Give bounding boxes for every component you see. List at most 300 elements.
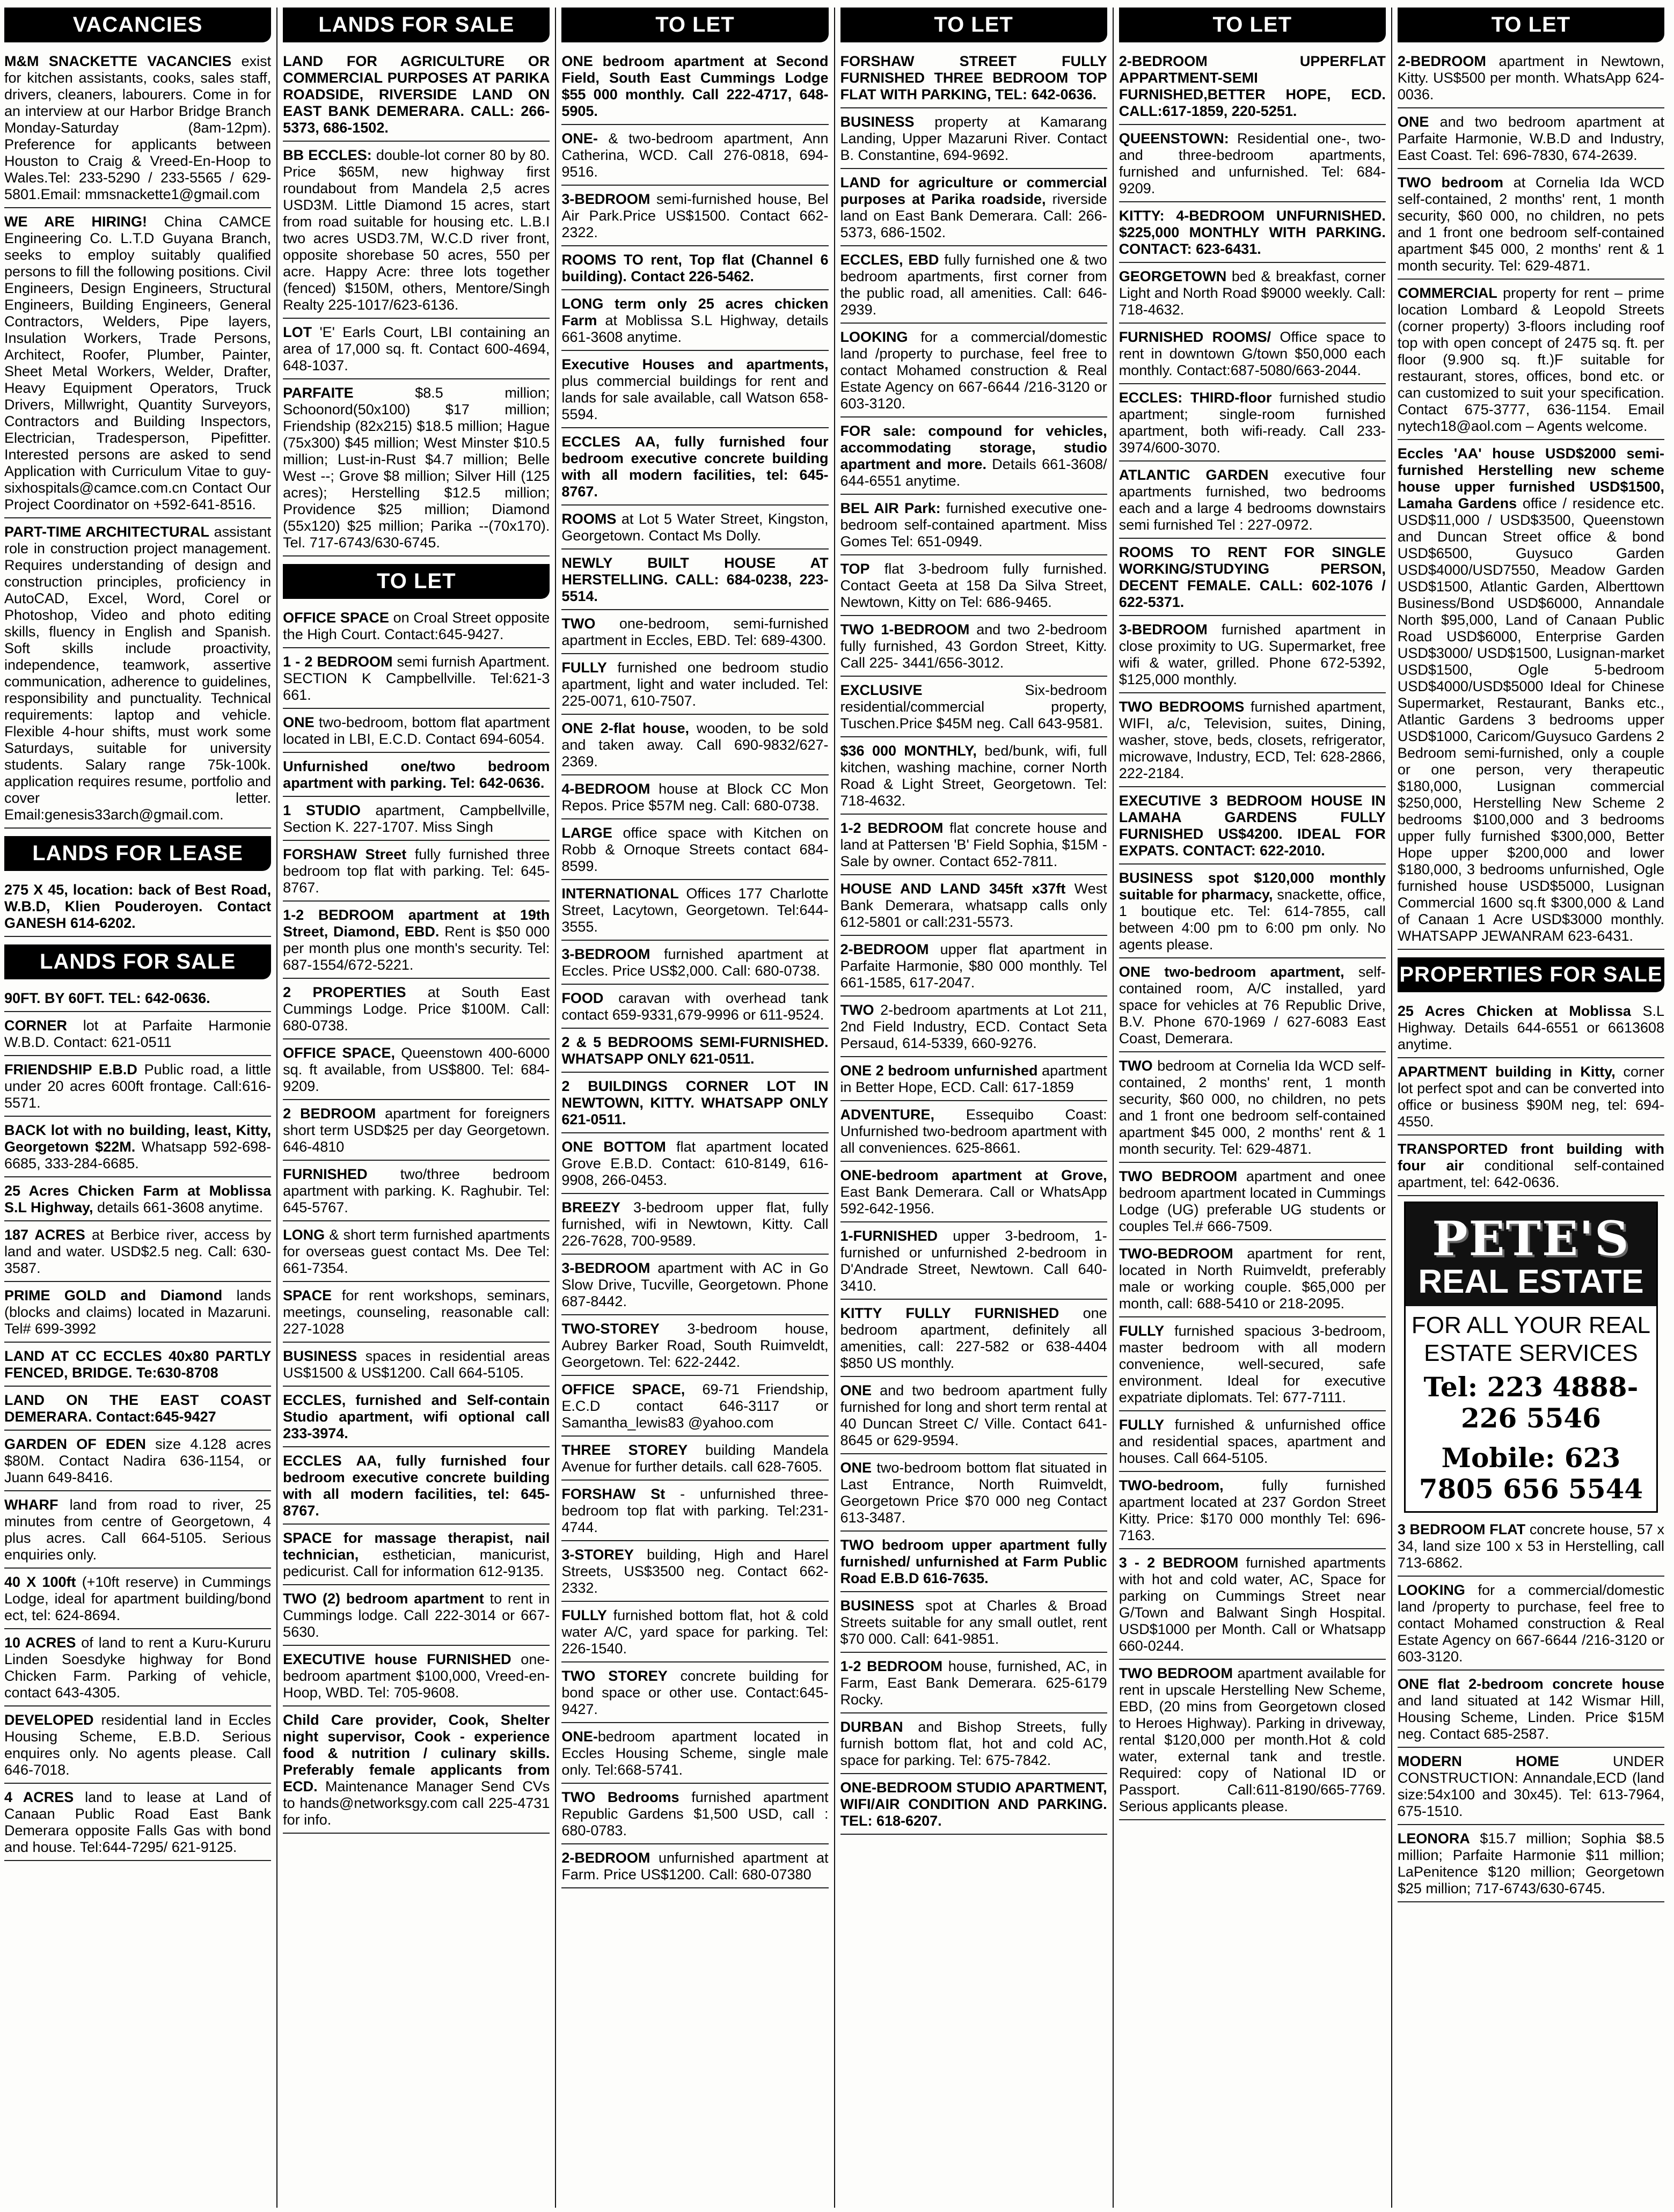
classified-ad [561,1378,828,1437]
ad-text: corner lot perfect spot and can be converted into office or business $90M neg, tel: 694-4550. [1397,1064,1665,1130]
ad-text: Rent is $50 000 per month plus one month's security. Tel: 687-1554/672-5221. [283,924,550,973]
classified-ad [840,817,1107,875]
classified-ad [283,755,550,797]
ad-text: house, furnished, AC, in Farm, East Bank Demerara. 625-6179 Rocky. [840,1658,1107,1708]
ad-text: building Mandela Avenue for further details. call 628-7605. [561,1442,829,1475]
ad-text: of land to rent a Kuru-Kururu Linden Soesdyke highway for Bond Chicken Farm. Parking of vehicle, contact 643-4305. [4,1635,272,1701]
ad-lead: 275 X 45, location: back of Best Road, W.B.D, Klien Pouderoyen. Contact GANESH 614-6202. [4,882,272,931]
ad-text: apartment for rent, located in North Ruimveldt, preferably male or working couple. $65,000 per month, call: 688-5410 or 218-2095. [1119,1246,1386,1312]
classified-ad [4,1345,271,1387]
ad-lead: BEL AIR Park: [840,500,941,516]
ad-lead: OFFICE SPACE [283,610,389,626]
classified-ad [1119,1320,1386,1411]
ad-text: furnished apartment in close proximity to UG. Supermarket, free wifi & water, grilled. Phone 672-5392, $125,000 monthly. [1119,621,1386,687]
column-3 [561,8,835,2208]
ad-text: on Croal Street opposite the High Court. Contact:645-9427. [283,610,550,642]
ad-lead: FURNISHED [283,1166,368,1182]
ad-text: 3-bedroom upper flat, fully furnished, wifi in Newtown, Kitty. Call 226-7628, 700-9589. [561,1199,829,1249]
ad-text: UNDER CONSTRUCTION: Annandale,ECD (land size:54x100 and 30x45). Tel: 613-7964, 675-1510. [1397,1753,1665,1819]
ad-text: details 661-3608 anytime. [93,1199,264,1215]
classified-ad [4,1631,271,1706]
petes-mobile: Mobile: 623 7805 656 5544 [1419,1442,1643,1505]
classified-ad [1119,386,1386,462]
ad-text: Essequibo Coast: Unfurnished two-bedroom apartment with all conveniences. 625-8661. [840,1107,1107,1156]
classified-ad [4,1493,271,1569]
ad-text: to rent in Cummings lodge. Call 222-3014 or 667-5630. [283,1591,550,1640]
classified-ad [561,1543,828,1602]
ad-text: & two-bedroom apartment, Ann Catherina, WCD. Call 276-0818, 694-9516. [561,130,829,180]
ad-lead: 2 PROPERTIES [283,984,406,1000]
classified-ad [561,656,828,715]
ad-text: furnished apartment at Eccles. Price US$2,000. Call: 680-0738. [561,946,829,979]
classified-ad [561,1317,828,1376]
ad-lead: NEWLY BUILT HOUSE AT HERSTELLING. CALL: 684-0238, 223-5514. [561,555,829,604]
petes-brand-subtitle: REAL ESTATE [1418,1263,1644,1300]
ad-lead: TWO-bedroom, [1119,1477,1224,1493]
classified-ad [1119,1165,1386,1240]
ad-lead: TWO STOREY [561,1668,668,1684]
ad-text: concrete house, 57 x 34, land size 100 x 53 in Herstelling, call 713-6862. [1397,1521,1665,1571]
classified-ad [283,650,550,709]
ad-text: upper flat apartment in Parfaite Harmonie, $80 000 monthly. Tel 661-1585, 617-2047. [840,941,1107,991]
ad-lead: 2-BEDROOM [1397,53,1486,69]
section-header-to-let: TO LET [561,8,828,42]
ad-text: assistant role in construction project management. Requires understanding of design and construction principles, proficiency in AutoCAD, Excel, Word, Corel or Photoshop, Video and photo editing skills, fluency in English and Spanish. Soft skills include proactivity, independence, teamwork, assertive communication, adherence to guidelines, responsibility and punctuality. Technical requirements: laptop and vehicle. Flexible 4-hour shifts, must work some Saturdays, suitable for university students. Salary range 75k-100k. application requires resume, portfolio and cover letter. Email:genesis33arch@gmail.com. [4,524,272,823]
ad-text: flat concrete house and land at Pattersen 'B' Field Sophia, $15M - Sale by owner. Contact 652-7811. [840,820,1107,869]
classified-ad [283,711,550,753]
ad-lead: 3-BEDROOM [561,1260,650,1276]
classified-ad [840,1103,1107,1162]
classified-ad [840,111,1107,169]
ad-text: one-bedroom, semi-furnished apartment in Eccles, EBD. Tel: 689-4300. [561,616,829,648]
ad-text: furnished apartment, WIFI, a/c, Television, suites, Dining, washer, stove, beds, closets, refrigerator, microwave, Industry, ECD, Tel: 628-2866, 222-2184. [1119,699,1386,781]
ad-text: caravan with overhead tank contact 659-9331,679-9996 or 611-9524. [561,990,829,1023]
ad-lead: BUSINESS [840,1598,915,1614]
ad-text: esthetician, manicurist, pedicurist. Call for information 612-9135. [283,1547,550,1579]
ad-lead: ONE-BEDROOM STUDIO APARTMENT, WIFI/AIR CONDITION AND PARKING. TEL: 618-6207. [840,1779,1107,1829]
ad-lead: BUSINESS spot $120,000 monthly suitable for pharmacy, [1119,870,1386,903]
classified-ad [4,1433,271,1491]
classified-ad [561,1786,828,1844]
ad-text: for rent workshops, seminars, meetings, counseling, reasonable call: 227-1028 [283,1287,550,1337]
ad-lead: Executive Houses and apartments, [561,356,829,372]
classified-ad [840,171,1107,246]
ad-lead: BREEZY [561,1199,620,1215]
classified-ad [1119,127,1386,202]
ad-text: flat apartment located Grove E.B.D. Contact: 610-8149, 616-9908, 266-0453. [561,1139,829,1188]
classified-ad [840,558,1107,616]
classified-ad [283,1709,550,1834]
ad-lead: ONE- [561,130,598,147]
ad-lead: KITTY: 4-BEDROOM UNFURNISHED. $225,000 MONTHLY WITH PARKING. CONTACT: 623-6431. [1119,208,1386,257]
ad-lead: PART-TIME ARCHITECTURAL [4,524,210,540]
petes-tagline: FOR ALL YOUR REAL ESTATE SERVICES [1411,1312,1650,1366]
ad-text: and two 2-bedroom fully furnished, 43 Gordon Street, Kitty. Call 225- 3441/656-3012. [840,621,1107,671]
ad-lead: GEORGETOWN [1119,268,1227,284]
ad-lead: ATLANTIC GARDEN [1119,467,1269,483]
classified-ad [4,1014,271,1056]
petes-logo [1406,1203,1656,1306]
classified-ad [1398,111,1664,169]
ad-text: for a commercial/domestic land /property to purchase, feel free to contact Mohamed construction & Real Estate Agency on 667-6644 /216-3120 or 603-3120. [1397,1582,1665,1665]
ad-lead: LARGE [561,825,612,841]
ad-lead: TWO-BEDROOM [1119,1246,1233,1262]
ad-lead: ROOMS [561,511,617,527]
ad-text: lands (blocks and claims) located in Mazaruni. Tel# 699-3992 [4,1287,272,1337]
classified-ad [561,612,828,654]
classified-ad [283,1284,550,1343]
ad-text: furnished apartment Republic Gardens $1,500 USD, call : 680-0783. [561,1789,829,1839]
ad-text: $8.5 million; Schoonord(50x100) $17 million; Friendship (82x215) $18.5 million; Hague (75x300) $45 million; West Minster $10.5 million; Lust-in-Rust $4.7 million; Belle West --; Grove $8 million; Silver Hill (125 acres); Herstelling $12.5 million; Providence $25 million; Diamond (55x120) $25 million; Parika --(70x170). Tel. 717-6743/630-6745. [283,385,550,551]
ad-text: size 4.128 acres $80M. Contact Nadira 636-1154, or Juann 649-8416. [4,1436,272,1485]
ad-lead: 10 ACRES [4,1635,76,1651]
ad-lead: TOP [840,561,870,577]
ad-lead: WE ARE HIRING! [4,214,148,230]
classified-ad [840,1534,1107,1592]
ad-text: at Lot 5 Water Street, Kingston, Georgetown. Contact Ms Dolly. [561,511,829,544]
ad-lead: 1 STUDIO [283,802,361,818]
classified-ad [1119,1054,1386,1163]
classified-ad [1398,282,1664,440]
classified-ad [283,1042,550,1100]
column-6 [1398,8,1670,2208]
classified-ad [283,904,550,979]
ad-text: building, High and Harel Streets, US$3500 neg. Contact 662-2332. [561,1547,829,1596]
ad-text: one bedroom apartment, definitely all amenities, call: 227-582 or 638-4404 $850 US monthly. [840,1305,1107,1371]
ad-text: self-contained room, A/C installed, yard space for vehicles at 76 Republic Drive, B.V. Phone 670-1969 / 627-6083 East Coast, Demerara. [1119,964,1386,1046]
classified-ad [1398,1579,1664,1671]
ad-lead: ROOMS TO rent, Top flat (Channel 6 building). Contact 226-5462. [561,252,829,284]
ad-lead: 2-BEDROOM [561,1850,650,1866]
ad-text: fully furnished three bedroom top flat with parking. Tel: 645-8767. [283,846,550,896]
classified-ad [561,50,828,125]
ad-lead: ONE [283,714,315,730]
classified-ad [840,1655,1107,1713]
ad-lead: FULLY [561,660,607,676]
ad-lead: LONG term only 25 acres chicken Farm [561,296,829,328]
ad-lead: INTERNATIONAL [561,885,679,902]
classified-ad [283,1345,550,1387]
ad-lead: ROOMS TO RENT FOR SINGLE WORKING/STUDYING PERSON, DECENT FEMALE. CALL: 602-1076 / 622-5371. [1119,544,1386,610]
ad-text: at Berbice river, access by land and water. USD$2.5 neg. Call: 630-3587. [4,1227,272,1276]
classified-ad [1119,50,1386,125]
classified-ad [1398,1750,1664,1825]
classified-ad [283,1102,550,1161]
classified-ad [283,382,550,556]
petes-brand-name: PETE'S [1432,1211,1630,1266]
ad-text: and Bishop Streets, fully furnish bottom flat, hot and cold AC, space for parking. Tel: 675-7842. [840,1719,1107,1768]
classified-ad [840,679,1107,737]
ad-text: at Cornelia Ida WCD self-contained, 2 months' rent, 1 month security, $60 000, no children, no pets and 1 front one bedroom self-contained apartment $45 000, 2 months' rent & 1 month security. Tel: 629-4871. [1397,174,1665,274]
ad-text: unfurnished apartment at Farm. Price US$1200. Call: 680-07380 [561,1850,829,1883]
classified-ad [561,248,828,290]
section-header-to-let: TO LET [1119,8,1386,42]
ad-lead: THREE STOREY [561,1442,688,1458]
classified-ad [4,1571,271,1629]
classified-ad [561,353,828,428]
classified-ad [561,1031,828,1073]
section-header-lands-for-lease: LANDS FOR LEASE [4,836,271,871]
ad-lead: DURBAN [840,1719,903,1735]
ad-text: 'E' Earls Court, LBI containing an area of 17,000 sq. ft. Contact 600-4694, 648-1037. [283,324,550,373]
ad-lead: 3-BEDROOM [561,946,650,962]
ad-text: spot at Charles & Broad Streets suitable for any small outlet, rent $70 000. Call: 641-9851. [840,1598,1107,1647]
ad-lead: 2 BUILDINGS CORNER LOT IN NEWTOWN, KITTY. WHATSAPP ONLY 621-0511. [561,1078,829,1127]
ad-lead: MODERN HOME [1397,1753,1559,1769]
ad-lead: FULLY [561,1607,607,1623]
ad-lead: FURNISHED ROOMS/ [1119,329,1271,345]
ad-lead: LAND ON THE EAST COAST DEMERARA. Contact:645-9427 [4,1392,272,1425]
ad-text: and two bedroom apartment fully furnished for long and short term rental at 40 Duncan Street C/ Ville. Contact 641-8645 or 629-9594. [840,1382,1107,1448]
classified-ad [561,292,828,351]
ad-lead: 3-BEDROOM [1119,621,1208,638]
classified-ad [1119,867,1386,958]
ad-text: Maintenance Manager Send CVs to hands@networksgy.com call 225-4731 for info. [283,1778,550,1828]
classified-ad [283,1389,550,1447]
ad-lead: KITTY FULLY FURNISHED [840,1305,1059,1321]
classified-ad [283,321,550,379]
ad-text: land from road to river, 25 minutes from centre of Georgetown, 4 plus acres. Call 664-5105. Serious enquiries only. [4,1497,272,1563]
section-header-lands-for-sale: LANDS FOR SALE [283,8,550,42]
classified-ad [561,822,828,880]
ad-text: for a commercial/domestic land /property to purchase, feel free to contact Mohamed construction & Real Estate Agency on 667-6644 /216-3120 or 603-3120. [840,329,1107,412]
ad-text: apartment, Campbellville, Section K. 227-1707. Miss Singh [283,802,550,835]
classified-ad [1119,961,1386,1052]
classified-ad [283,1648,550,1706]
ad-text: double-lot corner 80 by 80. Price $65M, new highway first roundabout from Mandela 2,5 acres USD3M. Little Diamond 15 acres, start from road suitable for housing etc. L.B.I two acres USD3.7M, W.C.D river front, opposite shorebase 50 acres, 550 per acre. Happy Acre: three lots together (fenced) $150M, others, Mentore/Singh Realty 225-1017/623-6136. [283,147,550,313]
ad-text: office space with Kitchen on Robb & Ornoque Streets contact 684-8599. [561,825,829,874]
ad-lead: ECCLES AA, fully furnished four bedroom executive concrete building with all modern facilities, tel: 645-8767. [283,1453,550,1519]
ad-text: at South East Cummings Lodge. Price $100M. Call: 680-0738. [283,984,550,1034]
ad-text: semi furnish Apartment. SECTION K Campbellville. Tel:621-3 661. [283,654,550,703]
classified-ad [840,739,1107,815]
ad-lead: 4 ACRES [4,1789,74,1805]
ad-text: apartment in Newtown, Kitty. US$500 per month. WhatsApp 624-0036. [1397,53,1665,102]
ad-text: furnished & unfurnished office and residential spaces, apartment and houses. Call 664-5105. [1119,1417,1386,1466]
ad-lead: 3-STOREY [561,1547,634,1563]
ad-lead: GARDEN OF EDEN [4,1436,146,1452]
ad-lead: 2-BEDROOM [840,941,929,957]
ad-text: and two bedroom apartment at Parfaite Harmonie, W.B.D and Industry, East Coast. Tel: 696-7830, 674-2639. [1397,114,1665,163]
classified-ad [840,1594,1107,1653]
classified-ad [561,127,828,186]
ad-text: bed & breakfast, corner Light and North Road $9000 weekly. Call: 718-4632. [1119,268,1386,318]
ad-lead: DEVELOPED [4,1712,94,1728]
classified-ad [840,1716,1107,1774]
ad-lead: OFFICE SPACE, [283,1045,395,1061]
ad-lead: WHARF [4,1497,59,1513]
ad-lead: TWO 1-BEDROOM [840,621,970,638]
ad-lead: 2-BEDROOM UPPERFLAT APPARTMENT-SEMI FURNISHED,BETTER HOPE, ECD. CALL:617-1859, 220-5251. [1119,53,1386,119]
ad-lead: ONE-bedroom apartment at Grove, [840,1167,1107,1183]
ad-text: lot at Parfaite Harmonie W.B.D. Contact: 621-0511 [4,1017,272,1050]
ad-lead: ONE [840,1460,872,1476]
section-header-vacancies: VACANCIES [4,8,271,42]
classified-ad [4,987,271,1012]
ad-lead: FOR sale: compound for vehicles, accommodating storage, studio apartment and more. [840,423,1107,472]
ad-lead: FORSHAW St [561,1486,666,1502]
classified-ad [1119,1413,1386,1472]
ad-lead: QUEENSTOWN: [1119,130,1229,147]
ad-text: 2-bedroom apartments at Lot 211, 2nd Field Industry, ECD. Contact Seta Persaud, 614-5339, 660-9276. [840,1002,1107,1051]
ad-text: (+10ft reserve) in Cummings Lodge, ideal for apartment building/bond ect, tel: 624-8694. [4,1574,272,1623]
classified-ad [561,943,828,985]
ad-lead: ONE [840,1382,872,1398]
ad-lead: TRANSPORTED front building with four air [1397,1141,1665,1174]
classified-ad [1119,695,1386,787]
petes-real-estate-ad [1404,1202,1658,1513]
ad-lead: ONE two-bedroom apartment, [1119,964,1344,980]
ad-text: $15.7 million; Sophia $8.5 million; Parfaite Harmonie $11 million; LaPenitence $120 million; Georgetown $25 million; 717-6743/630-6745. [1397,1830,1665,1896]
classified-ad [4,1709,271,1784]
ad-lead: M&M SNACKETTE VACANCIES [4,53,232,69]
ad-lead: 1-2 BEDROOM apartment at 19th Street, Diamond, EBD. [283,907,550,940]
classified-ad [283,144,550,319]
ad-text: apartment and onee bedroom apartment located in Cummings Lodge (UG) preferable UG students or couples Tel.# 666-7509. [1119,1168,1386,1234]
ad-text: bedroom at Cornelia Ida WCD self-contained, 2 months' rent, 1 month security, $60 000, no children, no pets and 1 front one bedroom self-contained apartment $45 000, 2 months' rent & 1 month security. Tel: 629-4871. [1119,1058,1386,1157]
ad-lead: $36 000 MONTHLY, [840,743,977,759]
ad-lead: LAND for agriculture or commercial purposes at Parika roadside, [840,174,1107,207]
ad-lead: 2 BEDROOM [283,1105,376,1122]
ad-lead: TWO bedroom upper apartment fully furnished/ unfurnished at Farm Public Road E.B.D 616-7635. [840,1537,1107,1586]
classified-ad [4,1058,271,1117]
ad-lead: 4-BEDROOM [561,781,650,797]
ad-lead: 2 & 5 BEDROOMS SEMI-FURNISHED. WHATSAPP ONLY 621-0511. [561,1034,829,1067]
ad-text: furnished one bedroom studio apartment, light and water included. Tel: 225-0071, 610-7507. [561,660,829,709]
classified-ad [840,1379,1107,1454]
classified-ad [1119,265,1386,324]
ad-lead: TWO [1119,1058,1153,1074]
classified-ad [840,248,1107,324]
ad-lead: 1-2 BEDROOM [840,1658,943,1674]
classified-ad [4,1786,271,1861]
classified-ad [561,1439,828,1481]
ad-text: residential land in Eccles Housing Scheme, E.B.D. Serious enquires only. No agents please. Call 646-7018. [4,1712,272,1778]
classified-ad [1398,1060,1664,1136]
classified-ad [4,1389,271,1431]
ad-text: one-bedroom apartment $100,000, Vreed-en-Hoop, WBD. Tel: 705-9608. [283,1651,550,1701]
ad-text: Details 661-3608/ 644-6551 anytime. [840,456,1107,489]
ad-lead: ONE 2-flat house, [561,720,690,736]
classified-ad [840,50,1107,108]
classified-ad [840,1164,1107,1222]
ad-lead: 25 Acres Chicken Farm at Moblissa S.L Highway, [4,1183,272,1215]
ad-text: conditional self-contained apartment, tel: 642-0636. [1397,1158,1665,1190]
ad-text: spaces in residential areas US$1500 & US$1200. Call 664-5105. [283,1348,550,1381]
ad-lead: PRIME GOLD and Diamond [4,1287,223,1303]
classified-ad [1119,326,1386,384]
ad-lead: TWO Bedrooms [561,1789,679,1805]
ad-lead: LEONORA [1397,1830,1470,1847]
ad-text: office / residence etc. USD$11,000 / USD$3500, Queenstown and Duncan Street office & bond USD$6500, Guysuco Garden USD$4000/USD7550, Meadow Garden USD$1500, Atlantic Garden, Alberttown Business/Bond USD$6000, Annandale North $95,000, Land of Canaan Public Road USD$6000, Enterprise Garden USD$3000/ USD$1500, Lusignan-market USD$1500, Ogle 5-bedroom USD$4000/USD$5000 Ideal for Chinese Supermarket, Restaurant, Banks etc., Atlantic Gardens 3 bedrooms upper USD$1000, Caricom/Guysuco Gardens 2 Bedroom semi-furnished, only a couple or one person, very therapeutic $180,000, Lusignan commercial $250,000, Herstelling New Scheme 2 bedrooms $100,000 and 3 bedrooms upper fully furnished $300,000, Better Hope upper $200,000 and lower $180,000, 3 bedrooms unfurnished, Ogle furnished house USD$5000, Lusignan Commercial 1600 sq.ft $300,000 & Land of Canaan 1 Acre USD$3000 monthly. WHATSAPP JEWANRAM 623-6431. [1397,495,1665,944]
classified-ad [561,1196,828,1255]
ad-lead: TWO (2) bedroom apartment [283,1591,484,1607]
ad-text: fully furnished apartment located at 237 Gordon Street Kitty. Price: $170 000 monthly Tel: 696-7163. [1119,1477,1386,1543]
ad-text: apartment in Better Hope, ECD. Call: 617-1859 [840,1063,1107,1095]
ad-text: executive four apartments furnished, two bedrooms each and a large 4 bedrooms downstairs semi furnished Tel : 227-0972. [1119,467,1386,533]
classified-ad [561,1075,828,1133]
ad-text: flat 3-bedroom fully furnished. Contact Geeta at 158 Da Silva Street, Newtown, Kitty on Tel: 686-9465. [840,561,1107,610]
classified-ad [4,50,271,208]
ad-text: Residential one-, two- and three-bedroom apartments, furnished and unfurnished. Tel: 684-9209. [1119,130,1386,196]
ad-lead: BUSINESS [283,1348,357,1364]
ad-text: furnished studio apartment; single-room furnished apartment, both wifi-ready. Call 233-3974/600-3070. [1119,390,1386,456]
ad-lead: 187 ACRES [4,1227,85,1243]
classified-ad [561,987,828,1029]
ad-text: two-bedroom, bottom flat apartment located in LBI, E.C.D. Contact 694-6054. [283,714,550,747]
classified-ad [1398,1673,1664,1748]
classified-ad [561,778,828,819]
classified-ad [4,1180,271,1221]
classified-ad [1398,50,1664,108]
classified-ad [283,1449,550,1525]
ad-lead: OFFICE SPACE, [561,1381,685,1397]
ad-text: upper 3-bedroom, 1-furnished or unfurnished 2-bedroom in D'Andrade Street, Newtown. Call 640-3410. [840,1228,1107,1294]
classified-ad [1398,1518,1664,1577]
ad-lead: ECCLES, EBD [840,252,939,268]
ad-text: apartment with AC in Go Slow Drive, Tucville, Georgetown. Phone 687-8442. [561,1260,829,1309]
classified-ad [561,1725,828,1784]
ad-lead: ONE bedroom apartment at Second Field, South East Cummings Lodge $55 000 monthly. Call 222-4717, 648-5905. [561,53,829,119]
classified-ad [1119,204,1386,263]
ad-lead: 3 BEDROOM FLAT [1397,1521,1526,1537]
classified-ad [1398,1827,1664,1902]
section-header-properties-for-sale: PROPERTIES FOR SALE [1398,957,1664,992]
classified-ad [1119,1242,1386,1317]
ad-lead: BUSINESS [840,114,915,130]
ad-lead: PARFAITE [283,385,354,401]
ad-text: furnished bottom flat, hot & cold water A/C, yard space for parking. Tel: 226-1540. [561,1607,829,1657]
section-header-lands-for-sale: LANDS FOR SALE [4,944,271,979]
column-4 [840,8,1114,2208]
ad-text: exist for kitchen assistants, cooks, sales staff, drivers, cleaners, labourers. Come in for an interview at our Harbor Bridge Branch Monday-Saturday (8am-12pm). Preference for applicants between Houston to Craig & Vreed-En-Hoop to Wales.Tel: 233-5290 / 233-5565 / 629-5801.Email: mmsnackette1@gmail.com [4,53,272,202]
classified-ad [4,521,271,829]
ad-text: fully furnished one & two bedroom apartments, first corner from the public road, all amenities. Call: 646-2939. [840,252,1107,318]
ad-text: semi-furnished house, Bel Air Park.Price US$1500. Contact 662-2322. [561,191,829,240]
classified-ad [561,508,828,550]
ad-lead: 3 - 2 BEDROOM [1119,1555,1239,1571]
ad-lead: BACK lot with no building, least, Kitty, Georgetown $22M. [4,1122,272,1155]
ad-text: property for rent – prime location Lombard & Leopold Streets (corner property) 3-floors including roof top with open concept of 2475 sq. ft. per floor (9.900 sq. ft.)F suitable for restaurant, stores, offices, bond etc. or can customized to suit your specification. Contact 675-3777, 636-1154. Email nytech18@aol.com – Agents welcome. [1397,285,1665,434]
classified-ad [840,326,1107,418]
classified-ad [4,878,271,937]
ad-lead: TWO BEDROOM [1119,1665,1233,1681]
classified-ad [561,430,828,506]
classified-ad [840,1456,1107,1532]
ad-lead: FRIENDSHIP E.B.D [4,1061,137,1078]
ad-lead: APARTMENT building in Kitty, [1397,1064,1615,1080]
ad-text: Queenstown 400-6000 sq. ft available, from US$800. Tel: 684-9209. [283,1045,550,1094]
ad-lead: TWO BEDROOM [1119,1168,1238,1184]
classified-ad [561,717,828,775]
ad-lead: ECCLES: THIRD-floor [1119,390,1272,406]
ad-lead: 90FT. BY 60FT. TEL: 642-0636. [4,990,210,1006]
ad-lead: 3-BEDROOM [561,191,650,207]
ad-text: 3-bedroom house, Aubrey Barker Road, South Ruimveldt, Georgetown. Tel: 622-2442. [561,1321,829,1370]
section-header-to-let: TO LET [840,8,1107,42]
classified-ad [561,1847,828,1888]
ad-text: bedroom apartment located in Eccles Housing Scheme, single male only. Tel:668-5741. [561,1728,829,1778]
ad-lead: CORNER [4,1017,68,1034]
ad-text: Six-bedroom residential/commercial property, Tuschen.Price $45M neg. Call 643-9581. [840,682,1107,731]
ad-text: Offices 177 Charlotte Street, Lacytown, Georgetown. Tel:644-3555. [561,885,829,935]
ad-text: S.L Highway. Details 644-6551 or 6613608 anytime. [1397,1003,1665,1052]
classified-ad [561,1257,828,1315]
ad-lead: 1 - 2 BEDROOM [283,654,393,670]
classified-ad [561,1136,828,1194]
ad-lead: LAND AT CC ECCLES 40x80 PARTLY FENCED, BRIDGE. Te:630-8708 [4,1348,272,1381]
classified-ad [283,50,550,142]
